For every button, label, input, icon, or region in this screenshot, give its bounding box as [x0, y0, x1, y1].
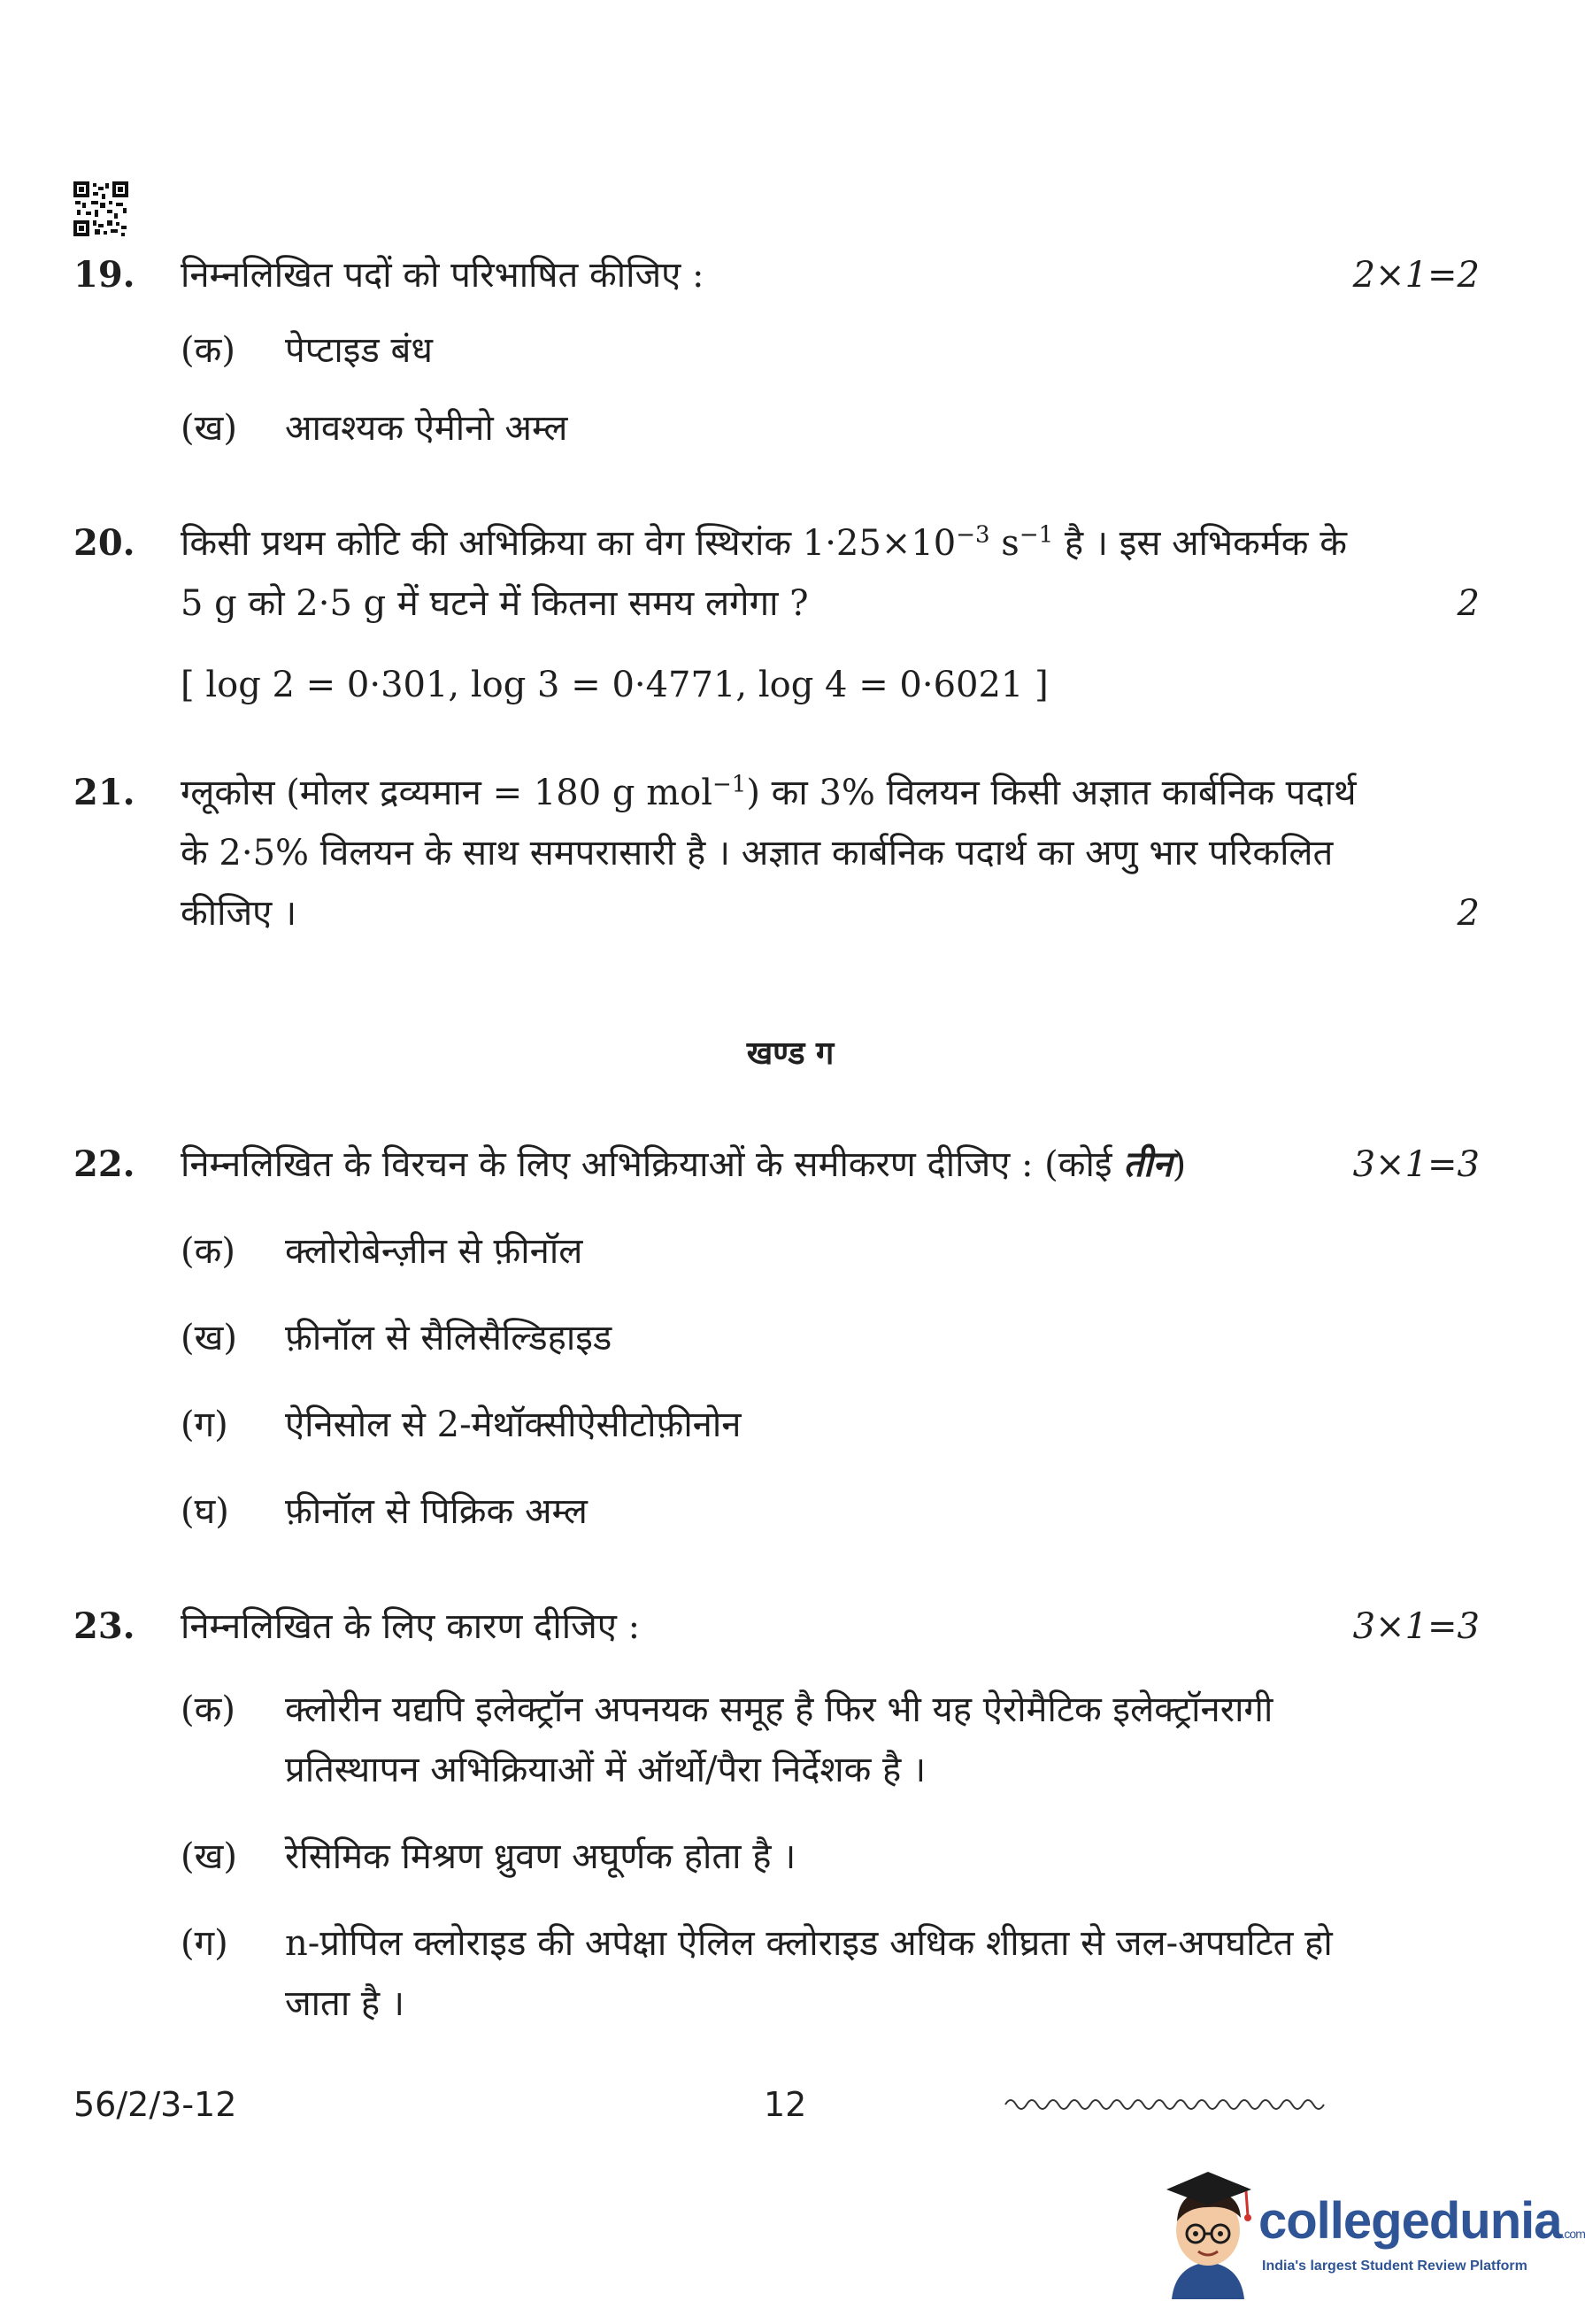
- q21-text-part: ) का 3% विलयन किसी अज्ञात कार्बनिक पदार्थ: [746, 773, 1357, 813]
- q19-option-label: (क): [181, 330, 235, 371]
- logo-wordmark: [1258, 2191, 1585, 2251]
- q22-emphasis: तीन: [1123, 1143, 1173, 1185]
- q23-option-line-1: क्लोरीन यद्यपि इलेक्ट्रॉन अपनयक समूह है फिर भी यह ऐरोमैटिक इलेक्ट्रॉनरागी: [285, 1689, 1273, 1730]
- q19-option-text: पेप्टाइड बंध: [285, 330, 433, 371]
- q22-option-text: फ़ीनॉल से सैलिसैल्डिहाइड: [285, 1318, 612, 1358]
- q23-option-line-2: जाता है ।: [285, 1983, 405, 2024]
- logo-suffix: .com: [1561, 2227, 1585, 2241]
- wavy-line-decoration: [1005, 2093, 1324, 2116]
- q22-option-label: (क): [181, 1231, 235, 1272]
- question-19-text: निम्नलिखित पदों को परिभाषित कीजिए :: [181, 255, 704, 296]
- q22-option-label: (ग): [181, 1404, 228, 1445]
- question-23-marks: 3×1=3: [1352, 1606, 1480, 1647]
- q22-option-text: क्लोरोबेन्ज़ीन से फ़ीनॉल: [285, 1231, 583, 1272]
- q22-text-part: निम्नलिखित के विरचन के लिए अभिक्रियाओं के समीकरण दीजिए : (कोई: [181, 1144, 1124, 1185]
- q22-option-label: (ख): [181, 1318, 237, 1358]
- q19-option-label: (ख): [181, 408, 237, 449]
- q22-option-text: फ़ीनॉल से पिक्रिक अम्ल: [285, 1491, 588, 1532]
- question-22-marks: 3×1=3: [1352, 1144, 1480, 1185]
- q22-text-part: ): [1172, 1144, 1187, 1185]
- q20-exponent: −1: [1019, 521, 1054, 549]
- section-heading: खण्ड ग: [746, 1035, 835, 1072]
- logo-name: collegedunia: [1258, 2192, 1562, 2250]
- question-number-20: 20.: [73, 522, 135, 564]
- question-number-23: 23.: [73, 1605, 135, 1647]
- q21-exponent: −1: [712, 771, 747, 798]
- qr-code: [73, 181, 128, 236]
- question-number-19: 19.: [73, 254, 135, 296]
- q22-option-text: ऐनिसोल से 2-मेथॉक्सीऐसीटोफ़ीनोन: [285, 1404, 742, 1445]
- question-20-line-2: 5 g को 2·5 g में घटने में कितना समय लगेगा ?: [181, 583, 809, 624]
- question-21-line-3: कीजिए ।: [181, 893, 297, 934]
- paper-code: 56/2/3-12: [73, 2085, 237, 2124]
- q20-text-part: किसी प्रथम कोटि की अभिक्रिया का वेग स्थिरांक 1·25×10: [181, 523, 957, 564]
- q23-option-label: (ख): [181, 1836, 237, 1877]
- question-22-text: [181, 1135, 1186, 1195]
- q23-option-line-1: n-प्रोपिल क्लोराइड की अपेक्षा ऐलिल क्लोराइड अधिक शीघ्रता से जल-अपघटित हो: [285, 1923, 1333, 1964]
- q23-option-label: (ग): [181, 1923, 228, 1964]
- collegedunia-logo: [1159, 2166, 1585, 2299]
- question-20-marks: 2: [1457, 583, 1480, 624]
- question-21-marks: 2: [1457, 893, 1480, 934]
- q19-option-text: आवश्यक ऐमीनो अम्ल: [285, 408, 568, 449]
- logo-tagline: India's largest Student Review Platform: [1262, 2259, 1527, 2274]
- q22-option-label: (घ): [181, 1491, 229, 1532]
- question-20-line-1: [181, 513, 1347, 573]
- q20-exponent: −3: [956, 521, 990, 549]
- question-23-text: निम्नलिखित के लिए कारण दीजिए :: [181, 1606, 641, 1647]
- q20-text-part: s: [989, 523, 1019, 564]
- student-mascot-icon: [1159, 2166, 1257, 2299]
- q20-text-part: है । इस अभिकर्मक के: [1053, 523, 1347, 564]
- question-21-line-1: [181, 763, 1357, 823]
- question-19-marks: 2×1=2: [1352, 255, 1480, 296]
- question-number-22: 22.: [73, 1143, 135, 1185]
- q23-option-line-2: प्रतिस्थापन अभिक्रियाओं में ऑर्थो/पैरा निर्देशक है ।: [285, 1750, 927, 1790]
- page-number: 12: [764, 2085, 807, 2124]
- q23-option-line-1: रेसिमिक मिश्रण ध्रुवण अघूर्णक होता है ।: [285, 1836, 796, 1877]
- q23-option-label: (क): [181, 1689, 235, 1730]
- question-number-21: 21.: [73, 772, 135, 813]
- question-21-line-2: के 2·5% विलयन के साथ समपरासारी है । अज्ञात कार्बनिक पदार्थ का अणु भार परिकलित: [181, 833, 1334, 873]
- q21-text-part: ग्लूकोस (मोलर द्रव्यमान = 180 g mol: [181, 773, 713, 813]
- question-20-log-values: [ log 2 = 0·301, log 3 = 0·4771, log 4 = 0·6021 ]: [181, 665, 1049, 705]
